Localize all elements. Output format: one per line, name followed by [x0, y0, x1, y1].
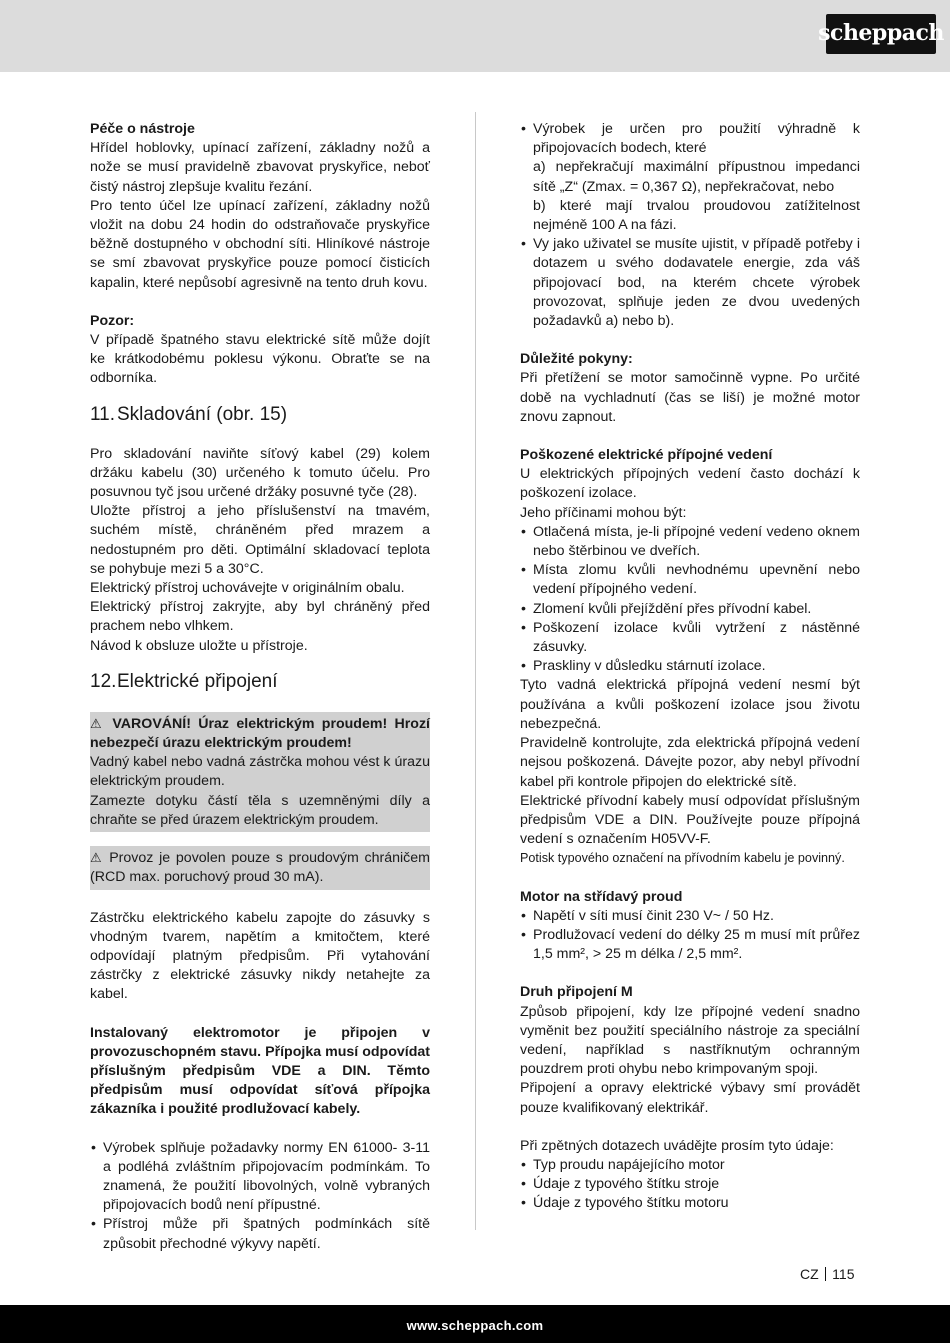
pece-text: Hřídel hoblovky, upínací zařízení, základny nožů a nože se musí pravidelně zbavovat pryskyřice, neboť čistý nástroj zlepšuje kvalitu řezání. — [90, 140, 430, 195]
poskozene-text-4: Pravidelně kontrolujte, zda elektrická přípojná vedení nejsou poškozená. Dávejte pozor, aby nebyl přívodní kabel při kontrole připojen do elektrické sítě. — [520, 735, 860, 790]
warning-triangle-icon: ⚠ — [90, 715, 106, 731]
warning-text-2: Zamezte dotyku částí těla s uzemněnými díly a chraňte se před úrazem elektrickým proudem. — [90, 792, 430, 828]
section-12-number: 12. — [90, 670, 117, 692]
list-item: • Údaje z typového štítku stroje — [520, 1175, 860, 1194]
page-number — [800, 1265, 855, 1284]
warning-title: VAROVÁNÍ! Úraz elektrickým proudem! Hrozí nebezpečí úrazu elektrickým proudem! — [90, 715, 430, 752]
warning-box-electric — [90, 712, 430, 832]
druh-text-2: Připojení a opravy elektrické výbavy smí provádět pouze kvalifikovaný elektrikář. — [520, 1080, 860, 1116]
motor-list — [520, 907, 860, 965]
damage-causes-list — [520, 523, 860, 677]
list-item: • Zlomení kvůli přejíždění přes přívodní kabel. — [520, 600, 860, 619]
dulezite-heading: Důležité pokyny: — [520, 351, 633, 368]
list-item: • Poškození izolace kvůli vytržení z nástěnné zásuvky. — [520, 619, 860, 657]
warning-text-1: Vadný kabel nebo vadná zástrčka mohou vést k úrazu elektrickým proudem. — [90, 754, 430, 790]
pece-text-2: Pro tento účel lze upínací zařízení, základny nožů vložit na dobu 24 hodin do odstraňovače pryskyřice běžně dostupného v obchodní síti. Hliníkové nástroje se smí zbavovat pryskyřice pouze pomocí čisticích kapalin, které nepůsobí agresivně na tento druh kovu. — [90, 197, 430, 291]
poskozene-text-1: U elektrických přípojných vedení často dochází k poškození izolace. — [520, 466, 860, 502]
section-11-heading — [90, 403, 430, 427]
dotazy-list — [520, 1156, 860, 1214]
section-12-title: Elektrické připojení — [117, 670, 278, 692]
pozor-text: V případě špatného stavu elektrické sítě může dojít ke krátkodobému poklesu výkonu. Obraťte se na odborníka. — [90, 332, 430, 387]
list-item: • Místa zlomu kvůli nevhodnému upevnění nebo vedení přípojného vedení. — [520, 561, 860, 599]
sklad-text-4: Elektrický přístroj zakryjte, aby byl chráněný před prachem nebo vlhkem. — [90, 599, 430, 635]
list-item: • Vy jako uživatel se musíte ujistit, v případě potřeby i dotazem u svého dodavatele energie, zda váš připojovací bod, na kterém chcete výrobek provozovat, splňuje jeden ze dvou uvedených požadavků a) nebo b). — [520, 235, 860, 331]
list-item — [520, 120, 860, 235]
page-num: 115 — [832, 1266, 855, 1282]
column-divider — [475, 112, 476, 1230]
list-item: • Otlačená místa, je-li přípojné vedení vedeno oknem nebo štěrbinou ve dveřích. — [520, 523, 860, 561]
page-header — [0, 0, 950, 72]
connection-bullet-list — [520, 120, 860, 331]
bullet-a-option-b: b) které mají trvalou proudovou zatížitelnost nejméně 100 A na fázi. — [533, 197, 860, 234]
motor-heading: Motor na střídavý proud — [520, 888, 683, 905]
page-footer — [0, 1305, 950, 1343]
poskozene-text-5: Elektrické přívodní kabely musí odpovídat příslušným předpisům VDE a DIN. Používejte pouze přípojná vedení s označením H05VV-F. — [520, 792, 860, 848]
bullet-a-option-a: a) nepřekračují maximální přípustnou impedanci sítě „Z“ (Zmax. = 0,367 Ω), nepřekračovat, nebo — [533, 159, 860, 195]
sklad-text-3: Elektrický přístroj uchovávejte v originálním obalu. — [90, 580, 405, 597]
poskozene-text-6: Potisk typového označení na přívodním kabelu je povinný. — [520, 851, 845, 866]
druh-heading: Druh připojení M — [520, 984, 633, 1001]
right-column — [520, 120, 860, 1214]
druh-text-1: Způsob připojení, kdy lze přípojné vedení snadno vyměnit bez použití speciálního nástroje za speciální vedení, například s nastříknutým ochranným pouzdrem proti ohybu nebo krimpovaným spoji. — [520, 1003, 860, 1078]
list-item: • Napětí v síti musí činit 230 V~ / 50 Hz. — [520, 907, 860, 926]
norm-bullet-list — [90, 1139, 430, 1254]
zastrcka-text: Zástrčku elektrického kabelu zapojte do zásuvky s vhodným tvarem, napětím a kmitočtem, které odpovídají platným předpisům. Při vytahování zástrčky z elektrické zásuvky nikdy netahejte za kabel. — [90, 909, 430, 1003]
poskozene-heading: Poškozené elektrické přípojné vedení — [520, 447, 773, 464]
list-item: • Přístroj může při špatných podmínkách sítě způsobit přechodné výkyvy napětí. — [90, 1215, 430, 1253]
section-11-number: 11. — [90, 403, 116, 425]
list-item: • Typ proudu napájejícího motor — [520, 1156, 860, 1175]
section-11-title: Skladování (obr. 15) — [117, 403, 288, 425]
bullet-a-intro: • Výrobek je určen pro použití výhradně k připojovacích bodech, které — [533, 121, 860, 157]
poskozene-text-2: Jeho příčinami mohou být: — [520, 504, 687, 521]
pozor-heading: Pozor: — [90, 312, 135, 329]
list-item: • Prodlužovací vedení do délky 25 m musí mít průřez 1,5 mm², > 25 m délka / 2,5 mm². — [520, 926, 860, 964]
sklad-text-2: Uložte přístroj a jeho příslušenství na tmavém, suchém místě, chráněném před mrazem a nedostupném pro děti. Optimální skladovací teplota se pohybuje mezi 5 a 30°C. — [90, 503, 430, 577]
list-item: • Praskliny v důsledku stárnutí izolace. — [520, 657, 860, 676]
list-item: • Údaje z typového štítku motoru — [520, 1194, 860, 1213]
section-12-heading — [90, 670, 430, 694]
pece-heading: Péče o nástroje — [90, 121, 195, 137]
warning-triangle-icon: ⚠ — [90, 850, 104, 866]
poskozene-text-3: Tyto vadná elektrická přípojná vedení nesmí být používána a kvůli poškození izolace jsou životu nebezpečná. — [520, 677, 860, 732]
footer-url[interactable]: www.scheppach.com — [406, 1318, 544, 1333]
sklad-text-5: Návod k obsluze uložte u přístroje. — [90, 637, 308, 654]
dotazy-text: Při zpětných dotazech uvádějte prosím tyto údaje: — [520, 1137, 834, 1154]
left-column — [90, 120, 430, 1254]
instal-text: Instalovaný elektromotor je připojen v provozuschopném stavu. Přípojka musí odpovídat příslušným předpisům VDE a DIN. Těmto předpisům musí odpovídat síťová přípojka zákazníka i použité prodlužovací kabely. — [90, 1024, 430, 1118]
page-lang: CZ — [800, 1266, 819, 1282]
rcd-text: Provoz je povolen pouze s proudovým chráničem (RCD max. poruchový proud 30 mA). — [90, 850, 430, 886]
sklad-text-1: Pro skladování naviňte síťový kabel (29) kolem držáku kabelu (30) určeného k tomuto účelu. Pro posuvnou tyč jsou určené držáky posuvné tyče (28). — [90, 445, 430, 501]
brand-logo: scheppach — [826, 14, 936, 54]
warning-box-rcd — [90, 846, 430, 889]
dulezite-text: Při přetížení se motor samočinně vypne. Po určité době na vychladnutí (čas se liší) je možné motor znovu zapnout. — [520, 370, 860, 425]
list-item: • Výrobek splňuje požadavky normy EN 61000- 3-11 a podléhá zvláštním připojovacím podmínkám. To znamená, že použití libovolných, volně vybraných připojovacích bodů není přípustné. — [90, 1139, 430, 1216]
